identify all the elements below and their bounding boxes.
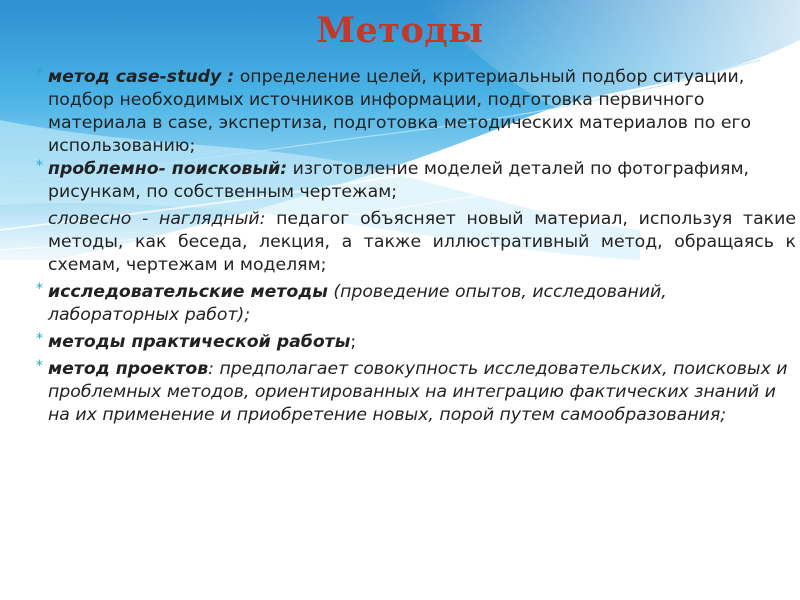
item-text: ; <box>350 332 357 352</box>
list-item <box>36 331 796 354</box>
item-text: определение целей, критериальный подбор ситуации, подбор необходимых источников информации, подготовка первичного материала в case, экспертиза, подготовка методических материалов по его использованию; <box>48 67 752 156</box>
item-term: метод case-study : <box>48 67 235 87</box>
list-item <box>36 358 796 427</box>
list-item <box>36 158 796 204</box>
list-item <box>36 208 796 277</box>
page-title: Методы <box>316 10 484 51</box>
bullet-icon: * <box>36 158 43 174</box>
bullet-icon: * <box>36 281 43 297</box>
item-text: : предполагает совокупность исследовательских, поисковых и проблемных методов, ориентированных на интеграцию фактических знаний и на их применение и приобретение новых, порой путем самообразования; <box>48 359 788 425</box>
item-term: методы практической работы <box>48 332 351 352</box>
methods-list <box>36 66 796 427</box>
list-item <box>36 281 796 327</box>
bullet-icon: * <box>36 331 43 347</box>
item-term: исследовательские методы <box>48 282 328 302</box>
list-item <box>36 66 796 158</box>
item-text: педагог объясняет новый материал, используя такие методы, как беседа, лекция, а также иллюстративный метод, обращаясь к схемам, чертежам и моделям; <box>48 209 796 275</box>
item-term: метод проектов <box>48 359 209 379</box>
item-term: проблемно- поисковый: <box>48 159 288 179</box>
bullet-icon: * <box>36 66 43 82</box>
item-text: (проведение опытов, исследований, лабораторных работ); <box>48 282 667 325</box>
item-text: изготовление моделей деталей по фотографиям, рисункам, по собственным чертежам; <box>48 159 749 202</box>
item-term: словесно - наглядный: <box>48 209 266 229</box>
bullet-icon: * <box>36 358 43 374</box>
